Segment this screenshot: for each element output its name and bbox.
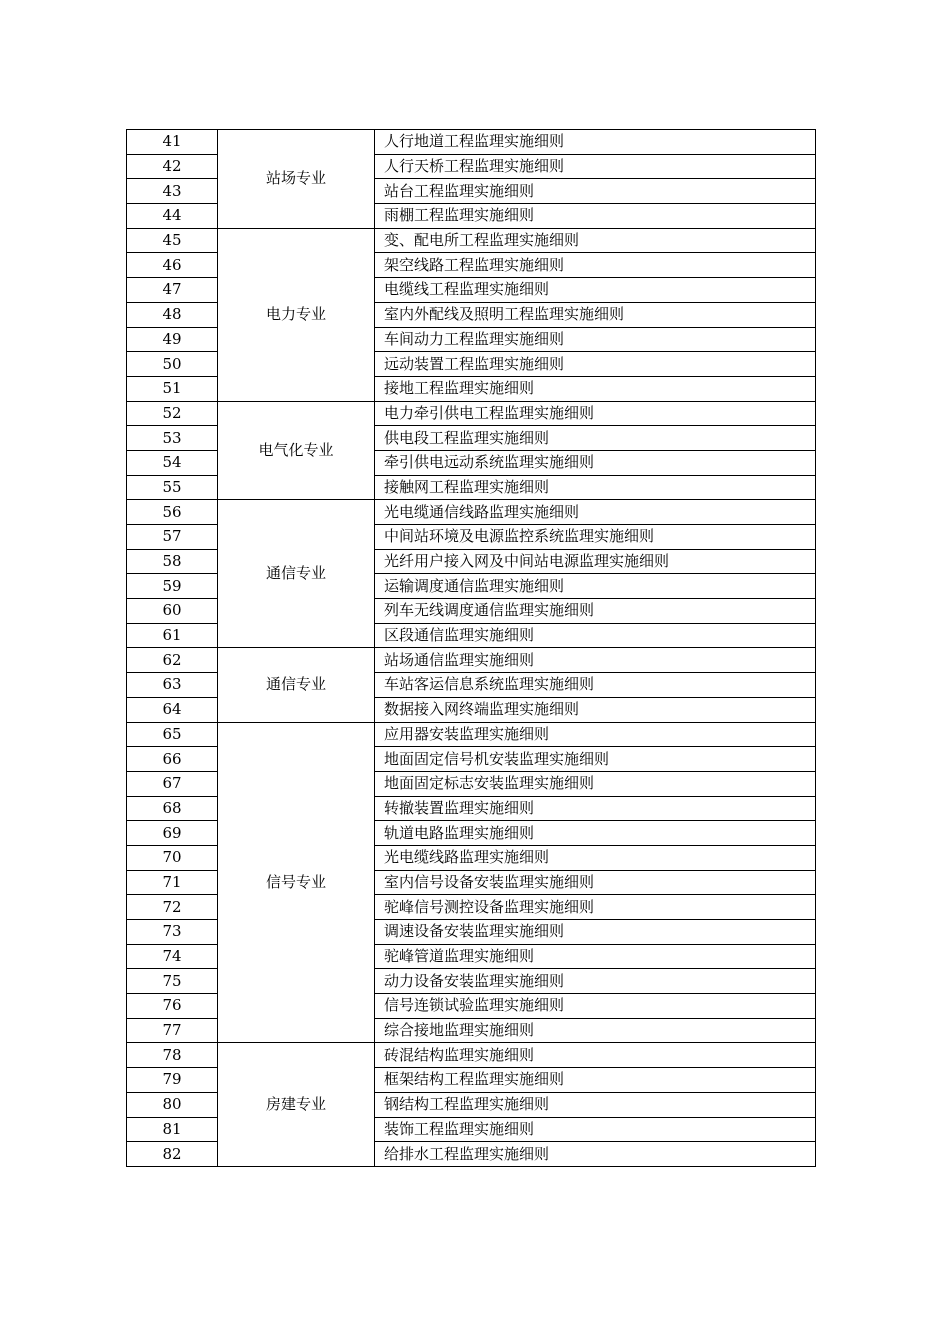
row-number: 66 bbox=[127, 747, 218, 772]
supervision-rules-table bbox=[126, 129, 816, 1167]
table-row bbox=[127, 228, 816, 253]
row-number: 63 bbox=[127, 673, 218, 698]
rule-title-cell: 信号连锁试验监理实施细则 bbox=[375, 994, 816, 1019]
row-number: 56 bbox=[127, 500, 218, 525]
rule-title-cell: 转撤装置监理实施细则 bbox=[375, 796, 816, 821]
table-row bbox=[127, 401, 816, 426]
rule-title-cell: 远动装置工程监理实施细则 bbox=[375, 352, 816, 377]
row-number: 59 bbox=[127, 574, 218, 599]
row-number: 54 bbox=[127, 450, 218, 475]
row-number: 60 bbox=[127, 599, 218, 624]
row-number: 62 bbox=[127, 648, 218, 673]
rule-title-cell: 地面固定信号机安装监理实施细则 bbox=[375, 747, 816, 772]
table-row bbox=[127, 722, 816, 747]
row-number: 48 bbox=[127, 302, 218, 327]
rule-title-cell: 电缆线工程监理实施细则 bbox=[375, 278, 816, 303]
rule-title-cell: 架空线路工程监理实施细则 bbox=[375, 253, 816, 278]
row-number: 46 bbox=[127, 253, 218, 278]
row-number: 80 bbox=[127, 1092, 218, 1117]
row-number: 68 bbox=[127, 796, 218, 821]
row-number: 74 bbox=[127, 944, 218, 969]
row-number: 70 bbox=[127, 845, 218, 870]
row-number: 71 bbox=[127, 870, 218, 895]
rule-title-cell: 人行天桥工程监理实施细则 bbox=[375, 154, 816, 179]
rule-title-cell: 砖混结构监理实施细则 bbox=[375, 1043, 816, 1068]
rule-title-cell: 列车无线调度通信监理实施细则 bbox=[375, 599, 816, 624]
category-cell: 站场专业 bbox=[218, 130, 375, 229]
rule-title-cell: 光电缆线路监理实施细则 bbox=[375, 845, 816, 870]
category-cell: 电力专业 bbox=[218, 228, 375, 401]
table-row bbox=[127, 1043, 816, 1068]
table-row bbox=[127, 130, 816, 155]
row-number: 43 bbox=[127, 179, 218, 204]
row-number: 47 bbox=[127, 278, 218, 303]
rule-title-cell: 装饰工程监理实施细则 bbox=[375, 1117, 816, 1142]
row-number: 75 bbox=[127, 969, 218, 994]
rule-title-cell: 室内信号设备安装监理实施细则 bbox=[375, 870, 816, 895]
rule-title-cell: 中间站环境及电源监控系统监理实施细则 bbox=[375, 525, 816, 550]
rule-title-cell: 应用器安装监理实施细则 bbox=[375, 722, 816, 747]
row-number: 51 bbox=[127, 376, 218, 401]
rule-title-cell: 给排水工程监理实施细则 bbox=[375, 1142, 816, 1167]
rule-title-cell: 车站客运信息系统监理实施细则 bbox=[375, 673, 816, 698]
rule-title-cell: 车间动力工程监理实施细则 bbox=[375, 327, 816, 352]
category-cell: 信号专业 bbox=[218, 722, 375, 1043]
rule-title-cell: 轨道电路监理实施细则 bbox=[375, 821, 816, 846]
rule-title-cell: 牵引供电远动系统监理实施细则 bbox=[375, 450, 816, 475]
rule-title-cell: 动力设备安装监理实施细则 bbox=[375, 969, 816, 994]
category-cell: 电气化专业 bbox=[218, 401, 375, 500]
row-number: 65 bbox=[127, 722, 218, 747]
row-number: 73 bbox=[127, 920, 218, 945]
row-number: 57 bbox=[127, 525, 218, 550]
row-number: 67 bbox=[127, 771, 218, 796]
rule-title-cell: 驼峰管道监理实施细则 bbox=[375, 944, 816, 969]
rule-title-cell: 供电段工程监理实施细则 bbox=[375, 426, 816, 451]
table-row bbox=[127, 648, 816, 673]
row-number: 44 bbox=[127, 204, 218, 229]
row-number: 78 bbox=[127, 1043, 218, 1068]
row-number: 82 bbox=[127, 1142, 218, 1167]
table-body bbox=[127, 130, 816, 1167]
rule-title-cell: 变、配电所工程监理实施细则 bbox=[375, 228, 816, 253]
table-row bbox=[127, 500, 816, 525]
category-cell: 通信专业 bbox=[218, 500, 375, 648]
rule-title-cell: 数据接入网终端监理实施细则 bbox=[375, 697, 816, 722]
row-number: 61 bbox=[127, 623, 218, 648]
rule-title-cell: 雨棚工程监理实施细则 bbox=[375, 204, 816, 229]
row-number: 72 bbox=[127, 895, 218, 920]
rule-title-cell: 综合接地监理实施细则 bbox=[375, 1018, 816, 1043]
row-number: 50 bbox=[127, 352, 218, 377]
rule-title-cell: 站台工程监理实施细则 bbox=[375, 179, 816, 204]
rule-title-cell: 室内外配线及照明工程监理实施细则 bbox=[375, 302, 816, 327]
row-number: 41 bbox=[127, 130, 218, 155]
rule-title-cell: 框架结构工程监理实施细则 bbox=[375, 1068, 816, 1093]
row-number: 81 bbox=[127, 1117, 218, 1142]
rule-title-cell: 光纤用户接入网及中间站电源监理实施细则 bbox=[375, 549, 816, 574]
document-table-wrapper bbox=[126, 129, 816, 1167]
row-number: 42 bbox=[127, 154, 218, 179]
category-cell: 房建专业 bbox=[218, 1043, 375, 1166]
rule-title-cell: 电力牵引供电工程监理实施细则 bbox=[375, 401, 816, 426]
row-number: 55 bbox=[127, 475, 218, 500]
row-number: 69 bbox=[127, 821, 218, 846]
rule-title-cell: 钢结构工程监理实施细则 bbox=[375, 1092, 816, 1117]
rule-title-cell: 驼峰信号测控设备监理实施细则 bbox=[375, 895, 816, 920]
row-number: 49 bbox=[127, 327, 218, 352]
row-number: 64 bbox=[127, 697, 218, 722]
rule-title-cell: 运输调度通信监理实施细则 bbox=[375, 574, 816, 599]
row-number: 45 bbox=[127, 228, 218, 253]
row-number: 76 bbox=[127, 994, 218, 1019]
rule-title-cell: 调速设备安装监理实施细则 bbox=[375, 920, 816, 945]
rule-title-cell: 站场通信监理实施细则 bbox=[375, 648, 816, 673]
row-number: 52 bbox=[127, 401, 218, 426]
rule-title-cell: 接地工程监理实施细则 bbox=[375, 376, 816, 401]
rule-title-cell: 人行地道工程监理实施细则 bbox=[375, 130, 816, 155]
rule-title-cell: 光电缆通信线路监理实施细则 bbox=[375, 500, 816, 525]
row-number: 79 bbox=[127, 1068, 218, 1093]
row-number: 58 bbox=[127, 549, 218, 574]
rule-title-cell: 区段通信监理实施细则 bbox=[375, 623, 816, 648]
row-number: 77 bbox=[127, 1018, 218, 1043]
category-cell: 通信专业 bbox=[218, 648, 375, 722]
rule-title-cell: 接触网工程监理实施细则 bbox=[375, 475, 816, 500]
rule-title-cell: 地面固定标志安装监理实施细则 bbox=[375, 771, 816, 796]
row-number: 53 bbox=[127, 426, 218, 451]
